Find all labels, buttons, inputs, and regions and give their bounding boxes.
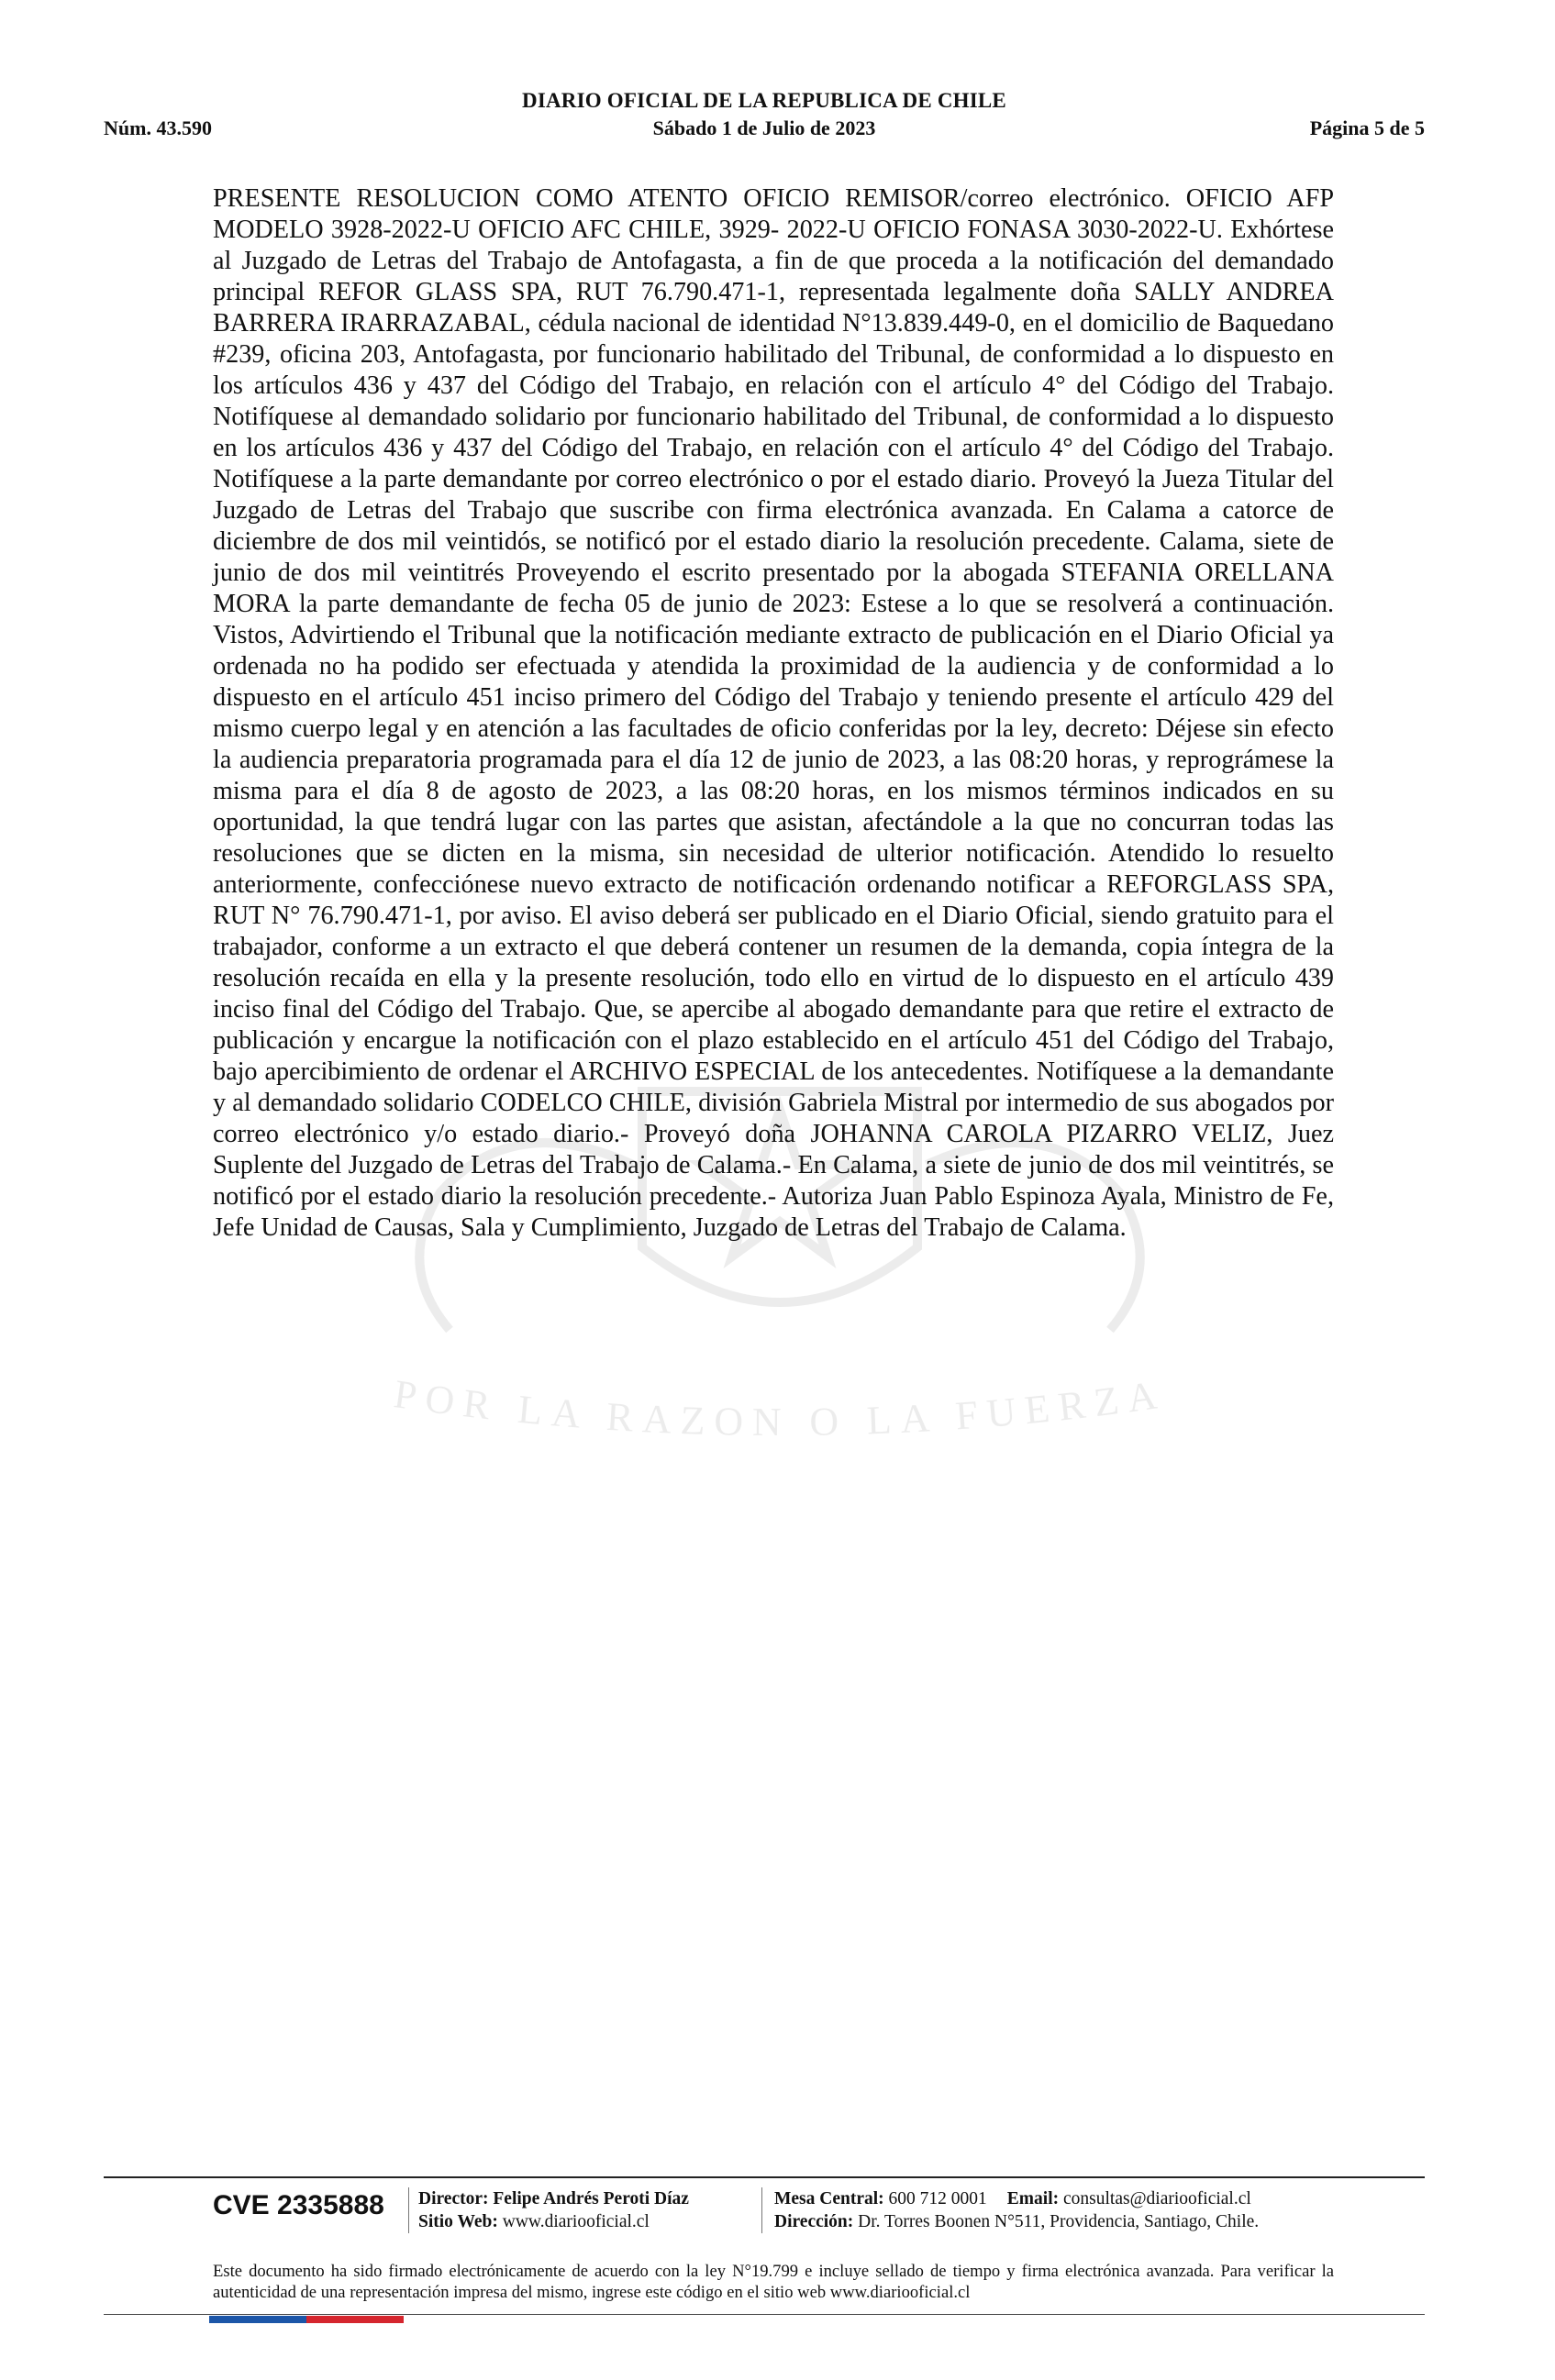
cve-code: CVE 2335888 bbox=[213, 2190, 384, 2220]
issue-number: Núm. 43.590 bbox=[104, 116, 212, 139]
footer-separator bbox=[408, 2187, 409, 2233]
resolution-text: PRESENTE RESOLUCION COMO ATENTO OFICIO REMISOR/correo electrónico. OFICIO AFP MODELO 3928-2022-U OFICIO AFC CHILE, 3929- 2022-U OFICIO FONASA 3030-2022-U. Exhórtese al Juzgado de Letras del Trabajo de Antofagasta, a fin de que proceda a la notificación del demandado principal REFOR GLASS SPA, RUT 76.790.471-1, representada legalmente doña SALLY ANDREA BARRERA IRARRAZABAL, cédula nacional de identidad N°13.839.449-0, en el domicilio de Baquedano #239, oficina 203, Antofagasta, por funcionario habilitado del Tribunal, de conformidad a lo dispuesto en los artículos 436 y 437 del Código del Trabajo, en relación con el artículo 4° del Código del Trabajo. Notifíquese al demandado solidario por funcionario habilitado del Tribunal, de conformidad a lo dispuesto en los artículos 436 y 437 del Código del Trabajo, en relación con el artículo 4° del Código del Trabajo. Notifíquese a la parte demandante por correo electrónico o por el estado diario. Proveyó la Jueza Titular del Juzgado de Letras del Trabajo que suscribe con firma electrónica avanzada. En Calama a catorce de diciembre de dos mil veintidós, se notificó por el estado diario la resolución precedente. Calama, siete de junio de dos mil veintitrés Proveyendo el escrito presentado por la abogada STEFANIA ORELLANA MORA la parte demandante de fecha 05 de junio de 2023: Estese a lo que se resolverá a continuación. Vistos, Advirtiendo el Tribunal que la notificación mediante extracto de publicación en el Diario Oficial ya ordenada no ha podido ser efectuada y atendida la proximidad de la audiencia y de conformidad a lo dispuesto en el artículo 451 inciso primero del Código del Trabajo y teniendo presente el artículo 429 del mismo cuerpo legal y en atención a las facultades de oficio conferidas por la ley, decreto: Déjese sin efecto la audiencia preparatoria programada para el día 12 de junio de 2023, a las 08:20 horas, y reprográmese la misma para el día 8 de agosto de 2023, a las 08:20 horas, en los mismos términos indicados en su oportunidad, la que tendrá lugar con las partes que asistan, afectándole a la que no concurran todas las resoluciones que se dicten en la misma, sin necesidad de ulterior notificación. Atendido lo resuelto anteriormente, confecciónese nuevo extracto de notificación ordenando notificar a REFORGLASS SPA, RUT N° 76.790.471-1, por aviso. El aviso deberá ser publicado en el Diario Oficial, siendo gratuito para el trabajador, conforme a un extracto el que deberá contener un resumen de la demanda, copia íntegra de la resolución recaída en ella y la presente resolución, todo ello en virtud de lo dispuesto en el artículo 439 inciso final del Código del Trabajo. Que, se apercibe al abogado demandante para que retire el extracto de publicación y encargue la notificación con el plazo establecido en el artículo 451 del Código del Trabajo, bajo apercibimiento de ordenar el ARCHIVO ESPECIAL de los antecedentes. Notifíquese a la demandante y al demandado solidario CODELCO CHILE, división Gabriela Mistral por intermedio de sus abogados por correo electrónico y/o estado diario.- Proveyó doña JOHANNA CAROLA PIZARRO VELIZ, Juez Suplente del Juzgado de Letras del Trabajo de Calama.- En Calama, a siete de junio de dos mil veintitrés, se notificó por el estado diario la resolución precedente.- Autoriza Juan Pablo Espinoza Ayala, Ministro de Fe, Jefe Unidad de Causas, Sala y Cumplimiento, Juzgado de Letras del Trabajo de Calama. bbox=[213, 184, 1334, 1242]
page-header bbox=[104, 89, 1425, 153]
bottom-rule bbox=[104, 2314, 1425, 2315]
email-label: Email: bbox=[1006, 2189, 1060, 2208]
site-link[interactable]: www.diariooficial.cl bbox=[502, 2212, 650, 2231]
director-block bbox=[418, 2187, 689, 2233]
director-label: Director: bbox=[418, 2189, 489, 2208]
watermark-motto: POR LA RAZON O LA FUERZA bbox=[391, 1371, 1169, 1445]
footer-divider bbox=[104, 2176, 1425, 2178]
director-name: Felipe Andrés Peroti Díaz bbox=[493, 2189, 689, 2208]
site-label: Sitio Web: bbox=[418, 2212, 498, 2231]
address-label: Dirección: bbox=[774, 2212, 854, 2231]
flag-blue-segment bbox=[209, 2316, 306, 2323]
legal-notice: Este documento ha sido firmado electrónicamente de acuerdo con la ley N°19.799 e incluye sellado de tiempo y firma electrónica avanzada. Para verificar la autenticidad de una representación impresa del mismo, ingrese este código en el sitio web www.diariooficial.cl bbox=[213, 2262, 1334, 2302]
page-indicator: Página 5 de 5 bbox=[1309, 116, 1425, 139]
issue-date: Sábado 1 de Julio de 2023 bbox=[652, 116, 876, 139]
footer-separator bbox=[761, 2187, 762, 2233]
chile-flag-stripe bbox=[209, 2316, 404, 2323]
address-value: Dr. Torres Boonen N°511, Providencia, Santiago, Chile. bbox=[858, 2212, 1260, 2231]
email-link[interactable]: consultas@diariooficial.cl bbox=[1063, 2189, 1251, 2208]
flag-red-segment bbox=[306, 2316, 404, 2323]
page-footer bbox=[213, 2186, 1334, 2241]
mesa-phone: 600 712 0001 bbox=[888, 2189, 987, 2208]
publication-title: DIARIO OFICIAL DE LA REPUBLICA DE CHILE bbox=[522, 89, 1006, 112]
mesa-label: Mesa Central: bbox=[774, 2189, 884, 2208]
contact-block bbox=[774, 2187, 1343, 2233]
